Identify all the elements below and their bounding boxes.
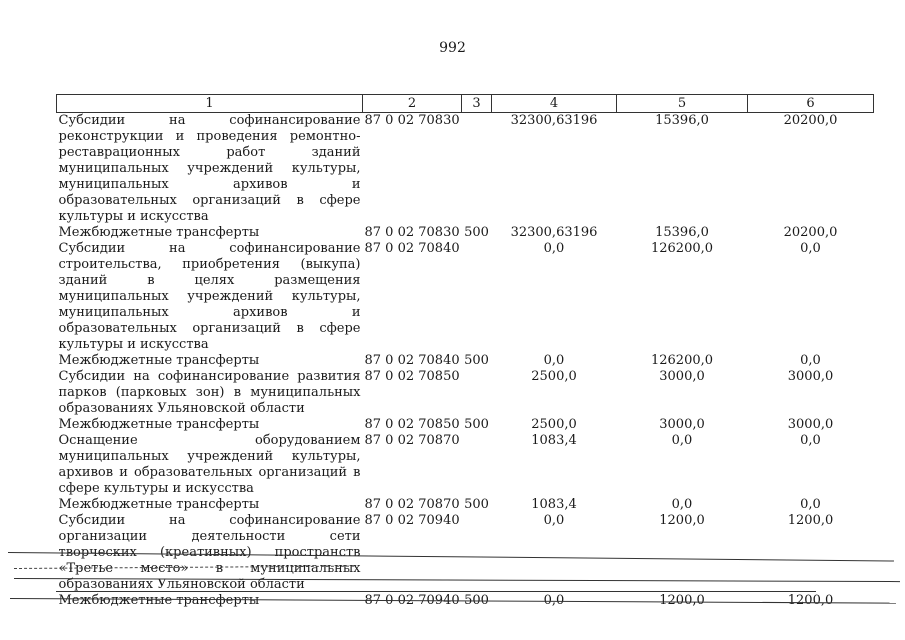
budget-table xyxy=(56,94,874,609)
row-name: Межбюджетные трансферты xyxy=(58,497,260,512)
row-value-4: 0,0 xyxy=(543,241,565,256)
row-name: Межбюджетные трансферты xyxy=(58,417,260,432)
row-value-4: 32300,63196 xyxy=(510,113,598,128)
row-code: 87 0 02 70940 xyxy=(364,593,460,608)
column-header: 6 xyxy=(748,95,874,113)
row-value-6: 1200,0 xyxy=(787,593,834,608)
column-header: 2 xyxy=(363,95,462,113)
table-row xyxy=(57,353,874,369)
row-value-4: 0,0 xyxy=(543,513,565,528)
row-value-4: 1083,4 xyxy=(531,497,577,512)
row-name: Межбюджетные трансферты xyxy=(58,353,260,368)
column-header: 4 xyxy=(492,95,617,113)
column-header: 5 xyxy=(617,95,748,113)
table-row xyxy=(57,225,874,241)
table-row xyxy=(57,417,874,433)
row-name: Межбюджетные трансферты xyxy=(58,225,260,240)
row-code: 87 0 02 70870 xyxy=(364,497,460,512)
row-value-6: 20200,0 xyxy=(783,113,838,128)
row-code: 87 0 02 70940 xyxy=(364,513,460,528)
row-value-6: 0,0 xyxy=(800,353,821,368)
table-header-row xyxy=(57,95,874,113)
row-expense-type: 500 xyxy=(464,497,489,512)
row-value-5: 3000,0 xyxy=(659,369,705,384)
row-value-4: 0,0 xyxy=(543,593,565,608)
row-value-6: 0,0 xyxy=(800,497,821,512)
row-expense-type: 500 xyxy=(464,593,489,608)
row-value-5: 0,0 xyxy=(671,433,693,448)
row-value-6: 3000,0 xyxy=(787,369,834,384)
row-value-5: 126200,0 xyxy=(650,241,714,256)
row-expense-type: 500 xyxy=(464,225,489,240)
row-code: 87 0 02 70840 xyxy=(364,241,460,256)
table-row xyxy=(57,497,874,513)
row-expense-type: 500 xyxy=(464,417,489,432)
row-value-5: 15396,0 xyxy=(655,225,709,240)
strike-line xyxy=(56,591,816,592)
row-code: 87 0 02 70830 xyxy=(364,225,460,240)
row-name: Межбюджетные трансферты xyxy=(58,593,260,608)
row-value-5: 3000,0 xyxy=(659,417,705,432)
row-value-4: 1083,4 xyxy=(531,433,577,448)
column-header: 3 xyxy=(462,95,492,113)
row-value-5: 0,0 xyxy=(671,497,693,512)
row-code: 87 0 02 70840 xyxy=(364,353,460,368)
row-value-5: 1200,0 xyxy=(659,513,705,528)
row-name: Оснащение оборудованием муниципальных учреждений культуры, архивов и образовательных организаций в сфере культуры и искусства xyxy=(58,433,361,496)
row-value-5: 15396,0 xyxy=(655,113,709,128)
row-value-6: 20200,0 xyxy=(783,225,838,240)
row-expense-type xyxy=(462,113,492,226)
row-value-6: 0,0 xyxy=(800,241,821,256)
row-expense-type: 500 xyxy=(464,353,489,368)
table-row xyxy=(57,241,874,353)
page-number: 992 xyxy=(439,40,466,56)
row-name: Субсидии на софинансирование реконструкции и проведения ремонтно-реставрационных работ зданий муниципальных учреждений культуры, муниципальных архивов и образовательных организаций в сфере культуры и искусства xyxy=(58,113,361,224)
row-name: Субсидии на софинансирование строительства, приобретения (выкупа) зданий в целях размещения муниципальных учреждений культуры, муниципальных архивов и образовательных организаций в сфере культуры и искусства xyxy=(58,241,361,352)
table-row xyxy=(57,433,874,497)
row-code: 87 0 02 70830 xyxy=(364,113,460,128)
column-header: 1 xyxy=(57,95,363,113)
table-row xyxy=(57,369,874,417)
row-name: Субсидии на софинансирование организации деятельности сети творческих (креативных) пространств «Третье место» в муниципальных образованиях Ульяновской области xyxy=(58,513,361,592)
row-code: 87 0 02 70850 xyxy=(364,369,460,384)
row-code: 87 0 02 70870 xyxy=(364,433,460,448)
row-value-5: 1200,0 xyxy=(659,593,705,608)
row-value-4: 32300,63196 xyxy=(510,225,598,240)
row-expense-type xyxy=(462,433,492,497)
row-expense-type xyxy=(462,369,492,417)
row-code: 87 0 02 70850 xyxy=(364,417,460,432)
row-value-4: 2500,0 xyxy=(531,369,577,384)
row-expense-type xyxy=(462,241,492,353)
row-value-4: 0,0 xyxy=(543,353,565,368)
row-value-6: 3000,0 xyxy=(787,417,834,432)
row-expense-type xyxy=(462,513,492,593)
row-value-6: 1200,0 xyxy=(787,513,834,528)
row-value-6: 0,0 xyxy=(800,433,821,448)
row-value-4: 2500,0 xyxy=(531,417,577,432)
table-row xyxy=(57,113,874,226)
row-value-5: 126200,0 xyxy=(650,353,714,368)
row-name: Субсидии на софинансирование развития парков (парковых зон) в муниципальных образованиях Ульяновской области xyxy=(58,369,361,416)
